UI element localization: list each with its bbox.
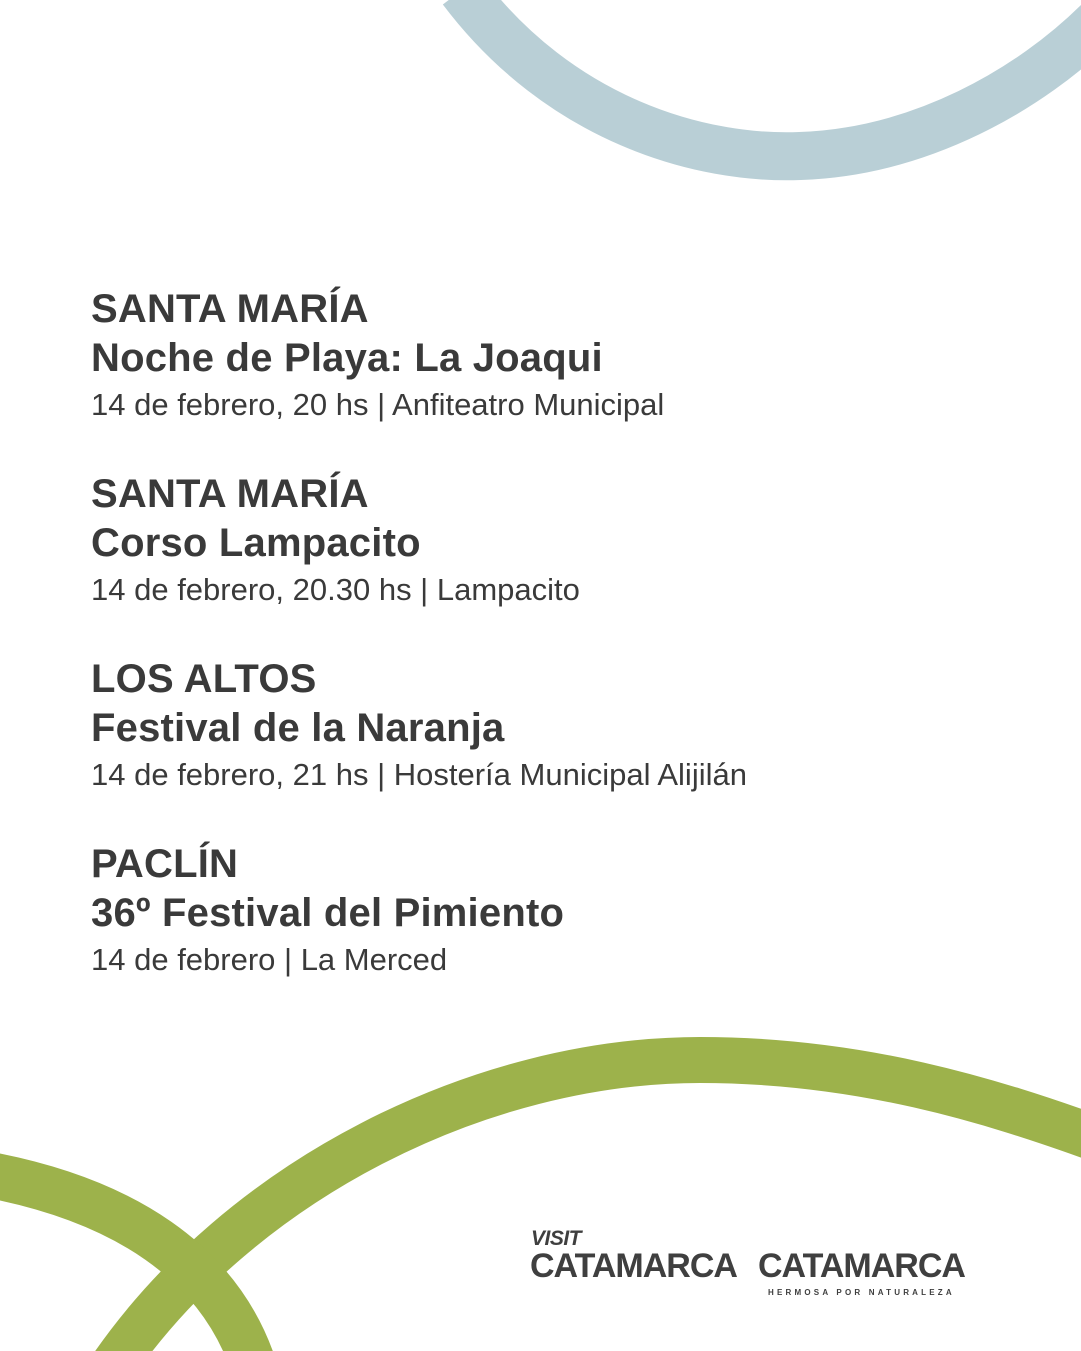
- event-title: Festival de la Naranja: [91, 706, 505, 750]
- event-item: [91, 839, 1031, 983]
- event-title: Noche de Playa: La Joaqui: [91, 336, 603, 380]
- event-item: [91, 469, 1031, 613]
- bottom-arc-small: [0, 1175, 255, 1351]
- event-region: LOS ALTOS: [91, 657, 317, 701]
- catamarca-government-logo: [758, 1248, 978, 1308]
- event-region: SANTA MARÍA: [91, 472, 369, 516]
- event-item: [91, 654, 1031, 798]
- logo-group: [530, 1228, 980, 1308]
- top-arc: [462, 0, 1081, 156]
- event-detail: 14 de febrero, 20.30 hs | Lampacito: [91, 572, 580, 607]
- event-region: SANTA MARÍA: [91, 287, 369, 331]
- event-item: [91, 284, 1031, 428]
- event-region: PACLÍN: [91, 842, 239, 886]
- event-list: [91, 284, 1031, 1024]
- event-detail: 14 de febrero, 21 hs | Hostería Municipal Alijilán: [91, 757, 747, 792]
- visit-logo-prefix: VISIT: [531, 1227, 582, 1250]
- government-logo-tagline: HERMOSA POR NATURALEZA: [768, 1288, 955, 1297]
- government-logo-brand: CATAMARCA: [758, 1247, 965, 1285]
- event-title: Corso Lampacito: [91, 521, 421, 565]
- visit-catamarca-logo: [530, 1228, 740, 1288]
- event-title: 36º Festival del Pimiento: [91, 891, 565, 935]
- event-detail: 14 de febrero, 20 hs | Anfiteatro Municipal: [91, 387, 665, 422]
- event-detail: 14 de febrero | La Merced: [91, 942, 448, 977]
- visit-logo-brand: CATAMARCA: [530, 1247, 737, 1285]
